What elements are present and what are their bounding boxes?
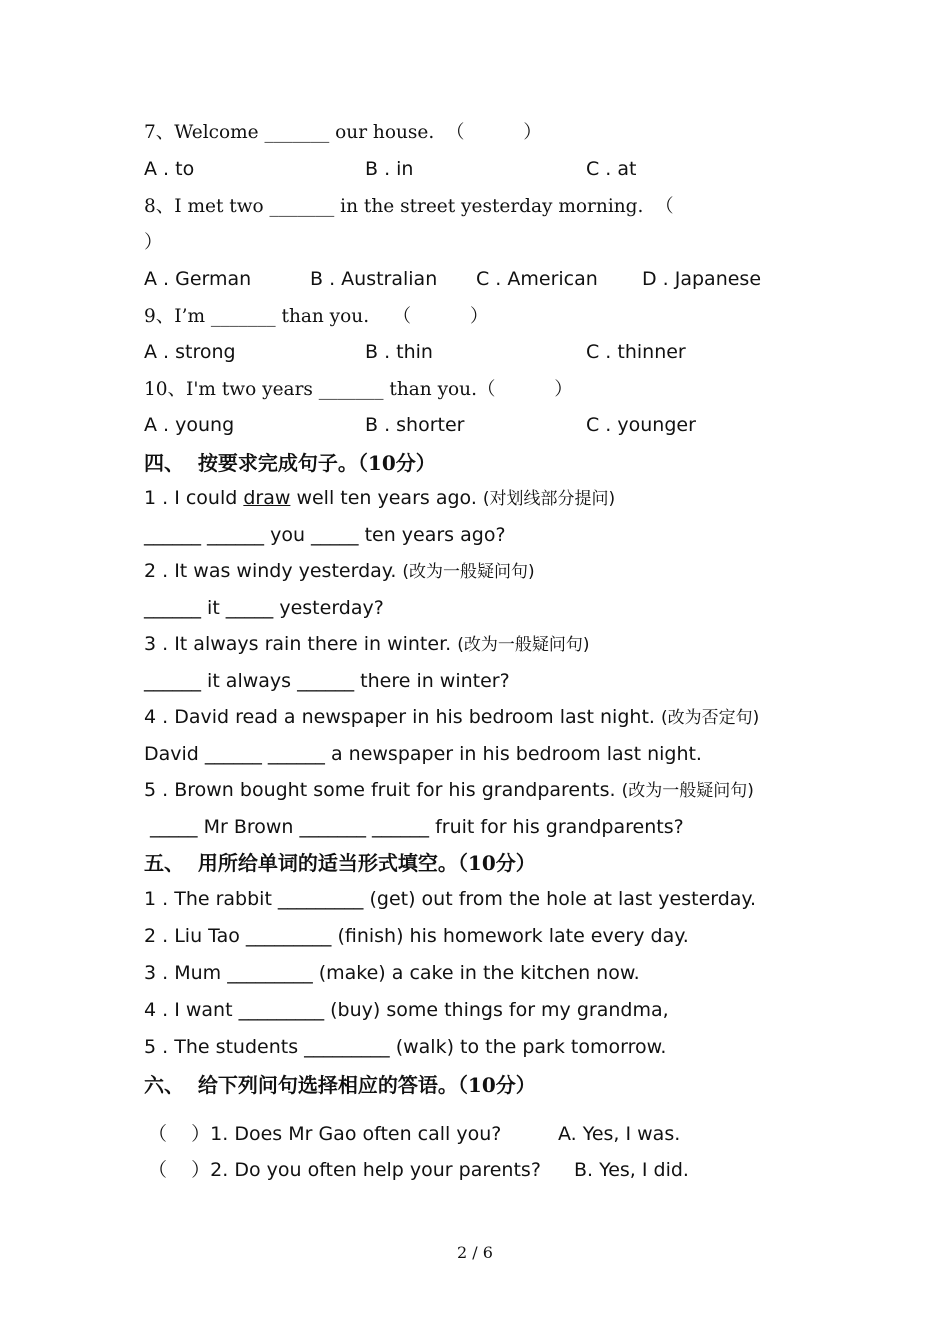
q7-option-b: B . in: [365, 158, 414, 180]
s4-item1-question: [144, 486, 615, 511]
s4-item3-answer: ______ it always ______ there in winter?: [144, 670, 510, 692]
s6-item2-answer: B. Yes, I did.: [574, 1159, 689, 1181]
section5-heading: 五、 用所给单词的适当形式填空。（10分）: [144, 851, 536, 875]
s4-item4-question: [144, 705, 759, 730]
q8-option-c: C . American: [476, 268, 598, 290]
s4-item3-question: [144, 632, 589, 657]
s4-item1-note: (对划线部分提问): [482, 489, 616, 509]
q9-option-c: C . thinner: [586, 341, 686, 363]
s4-item5-question: [144, 778, 754, 803]
s5-item4: 4 . I want _________ (buy) some things for my grandma,: [144, 999, 669, 1021]
s6-item2-question: （ ）2. Do you often help your parents?: [148, 1159, 541, 1181]
page-number: 2 / 6: [457, 1243, 493, 1262]
s6-item1-answer: A. Yes, I was.: [558, 1123, 681, 1145]
q10-option-a: A . young: [144, 414, 235, 436]
s6-item1-question: （ ）1. Does Mr Gao often call you?: [148, 1123, 502, 1145]
q10-stem: 10、I'm two years _______ than you.（ ）: [144, 379, 573, 400]
q8-option-a: A . German: [144, 268, 252, 290]
section4-heading: 四、 按要求完成句子。（10分）: [144, 451, 436, 475]
s4-item5-text: 5 . Brown bought some fruit for his grandparents.: [144, 779, 622, 801]
q9-option-a: A . strong: [144, 341, 236, 363]
s5-item3: 3 . Mum _________ (make) a cake in the kitchen now.: [144, 962, 640, 984]
s5-item2: 2 . Liu Tao _________ (finish) his homework late every day.: [144, 925, 689, 947]
q10-option-b: B . shorter: [365, 414, 465, 436]
s4-item5-note: (改为一般疑问句): [621, 781, 754, 801]
q8-option-b: B . Australian: [310, 268, 438, 290]
s4-item4-note: (改为否定句): [660, 708, 760, 728]
s4-item2-question: [144, 559, 535, 584]
s5-item1: 1 . The rabbit _________ (get) out from the hole at last yesterday.: [144, 888, 757, 910]
q9-stem: 9、I’m _______ than you. （ ）: [144, 306, 489, 327]
q10-option-c: C . younger: [586, 414, 696, 436]
q7-stem: 7、Welcome _______ our house. （ ）: [144, 122, 542, 143]
q7-option-c: C . at: [586, 158, 637, 180]
q9-option-b: B . thin: [365, 341, 433, 363]
q8-option-d: D . Japanese: [642, 268, 762, 290]
s4-item3-note: (改为一般疑问句): [457, 635, 590, 655]
s4-item4-text: 4 . David read a newspaper in his bedroom last night.: [144, 706, 661, 728]
s4-item1-text-post: well ten years ago.: [290, 487, 483, 509]
s4-item2-answer: ______ it _____ yesterday?: [144, 597, 384, 619]
q7-option-a: A . to: [144, 158, 195, 180]
s4-item3-text: 3 . It always rain there in winter.: [144, 633, 458, 655]
s4-item1-text: 1 . I could: [144, 487, 244, 509]
section6-heading: 六、 给下列问句选择相应的答语。（10分）: [144, 1073, 536, 1097]
s4-item5-answer: _____ Mr Brown _______ ______ fruit for his grandparents?: [144, 816, 684, 838]
s4-item2-note: (改为一般疑问句): [402, 562, 535, 582]
s4-item1-answer: ______ ______ you _____ ten years ago?: [144, 524, 506, 546]
s4-item4-answer: David ______ ______ a newspaper in his bedroom last night.: [144, 743, 702, 765]
s4-item2-text: 2 . It was windy yesterday.: [144, 560, 403, 582]
s4-item1-underlined: draw: [243, 487, 291, 509]
q8-stem: 8、I met two _______ in the street yesterday morning. （: [144, 196, 674, 217]
q8-stem-cont: ）: [144, 232, 163, 253]
s5-item5: 5 . The students _________ (walk) to the park tomorrow.: [144, 1036, 667, 1058]
